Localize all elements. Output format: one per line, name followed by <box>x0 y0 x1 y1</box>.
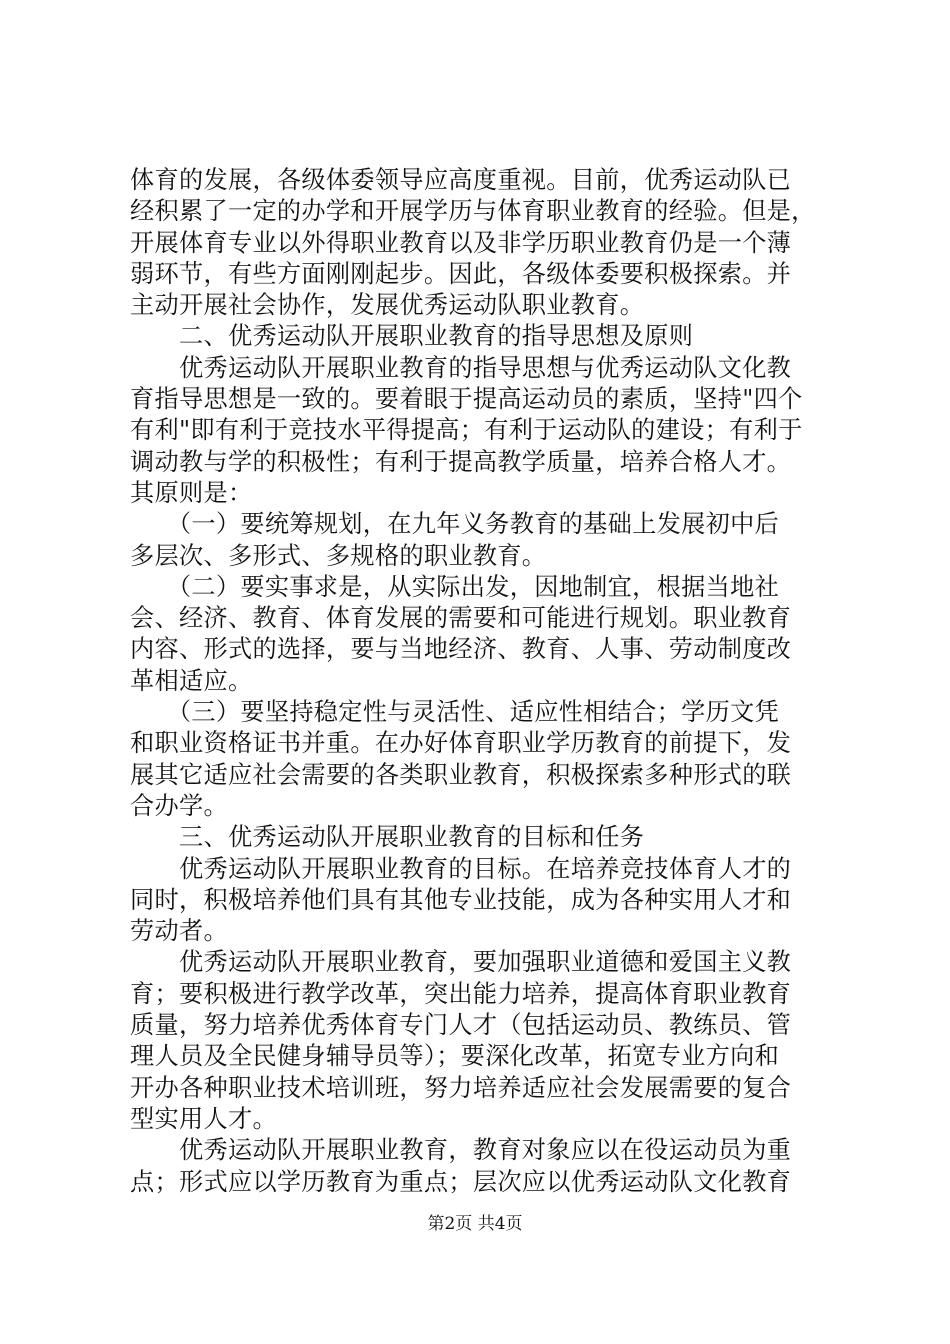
list-item-line: （一）要统筹规划，在九年义务教育的基础上发展初中后 <box>130 510 780 539</box>
list-item-line: （三）要坚持稳定性与灵活性、适应性相结合；学历文凭 <box>130 698 780 727</box>
text-line: 育指导思想是一致的。要着眼于提高运动员的素质，坚持"四个 <box>130 385 803 414</box>
text-line: 和职业资格证书并重。在办好体育职业学历教育的前提下，发 <box>130 729 792 758</box>
document-body <box>130 165 830 1198</box>
text-line: 劳动者。 <box>130 917 228 946</box>
page-number-footer: 第2页 共4页 <box>427 1214 523 1234</box>
text-line: 点；形式应以学历教育为重点；层次应以优秀运动队文化教育 <box>130 1167 792 1196</box>
text-line: 多层次、多形式、多规格的职业教育。 <box>130 541 547 570</box>
text-line: 体育的发展，各级体委领导应高度重视。目前，优秀运动队已 <box>130 166 792 194</box>
text-line: 革相适应。 <box>130 666 253 695</box>
text-line: 弱环节，有些方面刚刚起步。因此，各级体委要积极探索。并 <box>130 259 792 288</box>
text-line: 优秀运动队开展职业教育，要加强职业道德和爱国主义教 <box>130 948 792 977</box>
text-line: 主动开展社会协作，发展优秀运动队职业教育。 <box>130 291 645 320</box>
text-line: 同时，积极培养他们具有其他专业技能，成为各种实用人才和 <box>130 885 792 914</box>
text-line: 内容、形式的选择，要与当地经济、教育、人事、劳动制度改 <box>130 635 792 664</box>
text-line: 优秀运动队开展职业教育的目标。在培养竞技体育人才的 <box>130 854 792 883</box>
text-line: 展其它适应社会需要的各类职业教育，积极探索多种形式的联 <box>130 760 792 789</box>
text-line: 其原则是： <box>130 478 253 507</box>
text-line: 优秀运动队开展职业教育的指导思想与优秀运动队文化教 <box>130 353 792 382</box>
text-line: 优秀运动队开展职业教育，教育对象应以在役运动员为重 <box>130 1136 792 1165</box>
text-line: 合办学。 <box>130 791 228 820</box>
text-line: 育；要积极进行教学改革，突出能力培养，提高体育职业教育 <box>130 979 792 1008</box>
section-heading: 三、优秀运动队开展职业教育的目标和任务 <box>130 823 645 852</box>
text-line: 会、经济、教育、体育发展的需要和可能进行规划。职业教育 <box>130 604 792 633</box>
text-line: 经积累了一定的办学和开展学历与体育职业教育的经验。但是， <box>130 197 816 226</box>
text-line: 有利"即有利于竞技水平得提高；有利于运动队的建设；有利于 <box>130 416 803 445</box>
section-heading: 二、优秀运动队开展职业教育的指导思想及原则 <box>130 322 694 351</box>
text-line: 开展体育专业以外得职业教育以及非学历职业教育仍是一个薄 <box>130 228 792 257</box>
text-line: 调动教与学的积极性；有利于提高教学质量，培养合格人才。 <box>130 447 792 476</box>
list-item-line: （二）要实事求是，从实际出发，因地制宜，根据当地社 <box>130 572 780 601</box>
text-line: 理人员及全民健身辅导员等）；要深化改革，拓宽专业方向和 <box>130 1042 780 1071</box>
text-line: 开办各种职业技术培训班，努力培养适应社会发展需要的复合 <box>130 1073 792 1102</box>
text-line: 型实用人才。 <box>130 1104 277 1133</box>
text-line: 质量，努力培养优秀体育专门人才（包括运动员、教练员、管 <box>130 1011 792 1040</box>
